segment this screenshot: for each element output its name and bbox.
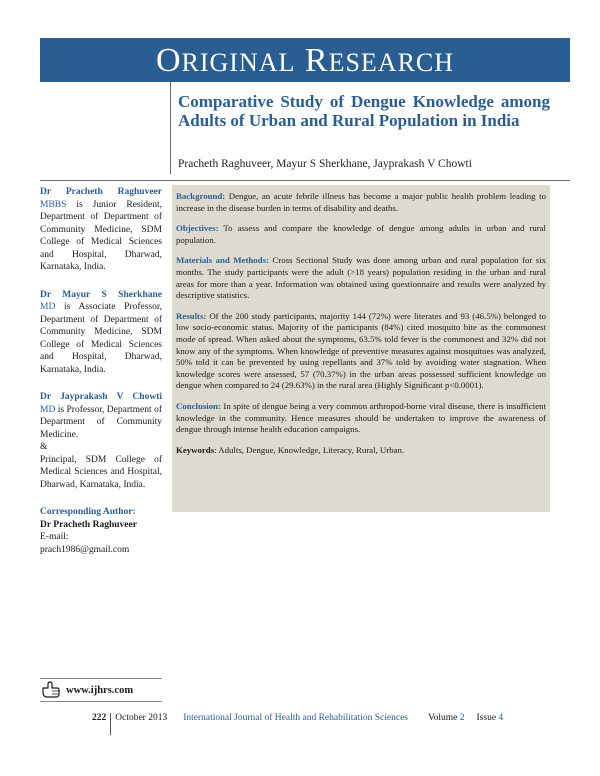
- footer-issue: Issue 4: [476, 713, 504, 723]
- abstract-results: Results: Of the 200 study participants, majority 144 (72%) were literates and 93 (46.5%) belonged to low socio-economic status. Majority of the participants (84%) cited mosquito bite as the commonest mode of spread. When asked about the symptoms, 63.5% told fever is the commonest and 32% did not know any of the symptoms. When knowledge of preventive measures against mosquitoes was analyzed, 50% told it can be prevented by using repellants and 37% told by avoiding water stagnation. When knowledge scores were assessed, 57 (70.37%) in the urban areas possessed sufficient knowledge on dengue when compared to 24 (29.63%) in the rural area (Highly Significant p<0.0001).: [176, 310, 546, 391]
- author-affiliation-extra: Principal, SDM College of Medical Sciences and Hospital, Dharwad, Karnataka, India.: [40, 454, 162, 490]
- author-degree: MBBS: [40, 199, 67, 210]
- website-link[interactable]: [40, 678, 162, 702]
- paper-title: Comparative Study of Dengue Knowledge among Adults of Urban and Rural Population in India: [178, 92, 550, 130]
- page-number: 222: [92, 713, 107, 723]
- website-url: www.ijhrs.com: [66, 684, 134, 696]
- footer-volume: Volume 2: [428, 713, 465, 723]
- footer-divider: [110, 713, 111, 735]
- author-name: Dr Mayur S Sherkhane: [40, 289, 162, 300]
- author-info-1: [40, 186, 162, 274]
- header-divider-vertical: [170, 82, 171, 174]
- banner-initial-1: O: [155, 42, 182, 79]
- header-divider-horizontal: [40, 180, 570, 181]
- pointing-hand-icon: [40, 680, 62, 700]
- author-affiliation: MBBS is Junior Resident, Department of Department of Community Medicine, SDM College of Medical Sciences and Hospital, Dharwad, Karnataka, India.: [40, 199, 162, 272]
- abstract-objectives: Objectives: To assess and compare the knowledge of dengue among adults in urban and rural population.: [176, 223, 546, 245]
- abstract-conclusion: Conclusion: In spite of dengue being a very common arthropod-borne viral disease, there is insufficient knowledge in the community. Hence measures should be undertaken to improve the awareness of dengue through intense health education campaigns.: [176, 400, 546, 435]
- email-link[interactable]: prach1986@gmail.com: [40, 544, 130, 555]
- page-footer: [92, 710, 552, 726]
- author-name: Dr Pracheth Raghuveer: [40, 187, 162, 197]
- journal-name: International Journal of Health and Rehabilitation Sciences: [183, 713, 408, 723]
- banner-initial-2: R: [304, 42, 329, 79]
- author-sidebar: [40, 186, 162, 556]
- author-affiliation: MD is Professor, Department of Department of Community Medicine.: [40, 404, 162, 440]
- author-degree: MD: [40, 404, 56, 415]
- abstract-box: [172, 185, 550, 512]
- banner-rest-1: RIGINAL: [181, 48, 296, 77]
- footer-date: October 2013: [115, 713, 168, 723]
- author-degree: MD: [40, 302, 56, 312]
- corresponding-label: Corresponding Author:: [40, 507, 136, 517]
- author-info-2: [40, 289, 162, 377]
- author-list: Pracheth Raghuveer, Mayur S Sherkhane, Jayprakash V Chowti: [178, 158, 472, 170]
- corresponding-name: Dr Pracheth Raghuveer: [40, 519, 137, 530]
- abstract-methods: Materials and Methods: Cross Sectional Study was done among urban and rural population for six months. The study participants were the adult (>18 years) population residing in the urban and rural areas for more than a year. Information was obtained using questionnaire and results were analyzed by descriptive statistics.: [176, 255, 546, 301]
- section-banner: [40, 38, 570, 82]
- author-info-3: [40, 391, 162, 491]
- author-affiliation: MD is Associate Professor, Department of Department of Community Medicine, SDM College of Medical Sciences and Hospital, Dharwad, Karnataka, India.: [40, 302, 162, 375]
- author-name: Dr Jayprakash V Chowti: [40, 392, 162, 402]
- author-ampersand: &: [40, 442, 48, 452]
- banner-rest-2: ESEARCH: [328, 48, 455, 77]
- email-label: E-mail:: [40, 532, 69, 542]
- abstract-keywords: Keywords: Adults, Dengue, Knowledge, Literacy, Rural, Urban.: [176, 444, 405, 455]
- abstract-background: Background: Dengue, an acute febrile illness has become a major public health problem leading to increase in the disease burden in terms of disability and deaths.: [176, 191, 546, 213]
